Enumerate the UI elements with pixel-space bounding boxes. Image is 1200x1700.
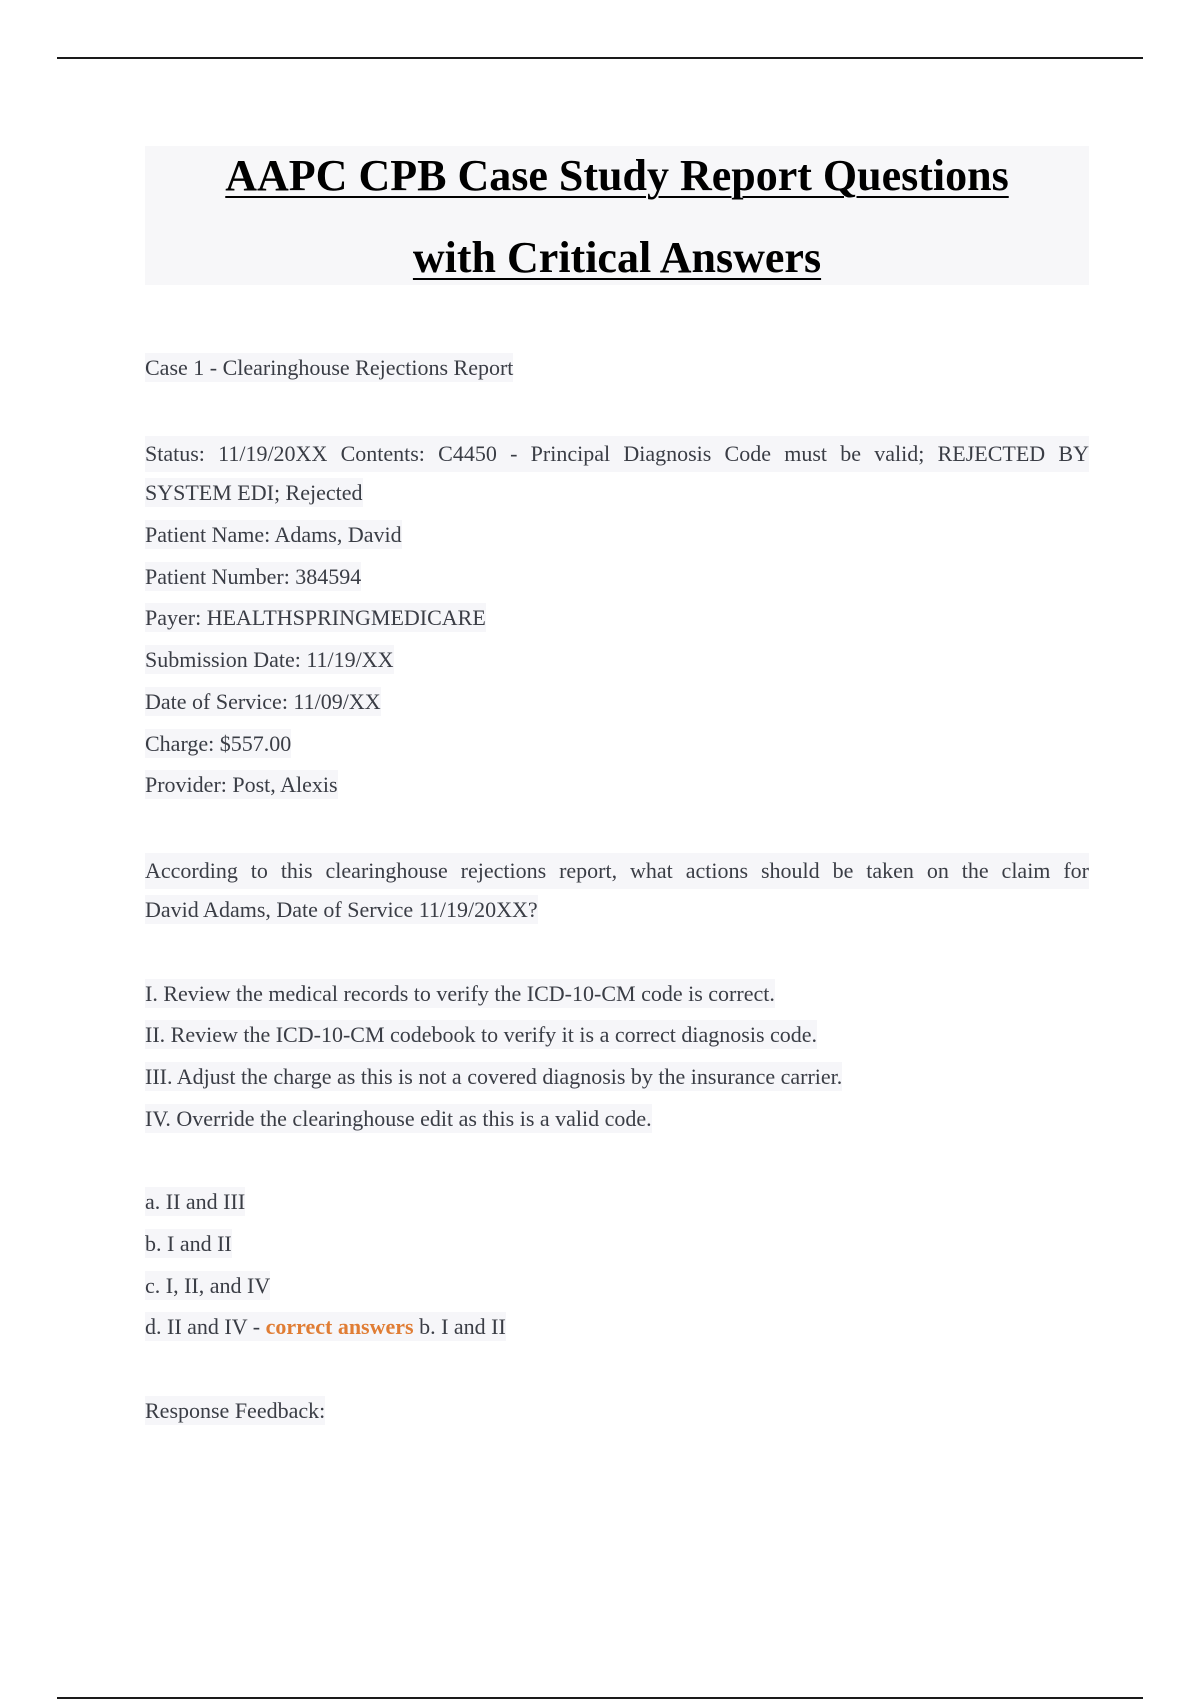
page-title-line-2 — [145, 233, 1089, 282]
date-of-service-text: Date of Service: 11/09/XX — [145, 689, 381, 714]
option-b-text: b. I and II — [145, 1231, 232, 1256]
patient-number — [145, 561, 361, 593]
provider — [145, 769, 338, 801]
status-line-1-text: Status: 11/19/20XX Contents: C4450 - Principal Diagnosis Code must be valid; REJECTED BY — [145, 436, 1089, 472]
status-line-2-text: SYSTEM EDI; Rejected — [145, 480, 363, 505]
statement-2-text: II. Review the ICD-10-CM codebook to verify it is a correct diagnosis code. — [145, 1022, 818, 1047]
bottom-rule — [57, 1697, 1143, 1699]
payer-text: Payer: HEALTHSPRINGMEDICARE — [145, 605, 486, 630]
case-heading-text: Case 1 - Clearinghouse Rejections Report — [145, 355, 514, 380]
submission-date — [145, 644, 394, 676]
option-a-text: a. II and III — [145, 1189, 246, 1214]
page-title-line-1 — [145, 151, 1089, 200]
title-block — [145, 146, 1089, 285]
status-line-1 — [145, 436, 1089, 472]
response-feedback — [145, 1395, 325, 1427]
statement-3 — [145, 1061, 842, 1093]
statement-1 — [145, 978, 775, 1010]
page-title-line-1-text: AAPC CPB Case Study Report Questions — [225, 151, 1009, 200]
response-feedback-label: Response Feedback: — [145, 1398, 326, 1423]
option-b — [145, 1228, 232, 1260]
option-a — [145, 1186, 245, 1218]
provider-text: Provider: Post, Alexis — [145, 772, 338, 797]
statement-1-text: I. Review the medical records to verify the ICD-10-CM code is correct. — [145, 981, 775, 1006]
option-d-text: d. II and IV - — [145, 1314, 266, 1339]
status-line-2 — [145, 477, 363, 509]
payer — [145, 602, 486, 634]
question-line-1-text: According to this clearinghouse rejections report, what actions should be taken on the claim for — [145, 853, 1089, 889]
question-line-2-text: David Adams, Date of Service 11/19/20XX? — [145, 897, 538, 922]
option-c-text: c. I, II, and IV — [145, 1273, 271, 1298]
submission-date-text: Submission Date: 11/19/XX — [145, 647, 394, 672]
top-rule — [57, 57, 1143, 59]
date-of-service — [145, 686, 381, 718]
option-d — [145, 1311, 506, 1343]
statement-3-text: III. Adjust the charge as this is not a covered diagnosis by the insurance carrier. — [145, 1064, 843, 1089]
statement-2 — [145, 1019, 817, 1051]
page-title-line-2-text: with Critical Answers — [412, 233, 822, 282]
charge-text: Charge: $557.00 — [145, 731, 292, 756]
correct-answer-value: b. I and II — [413, 1314, 506, 1339]
option-c — [145, 1270, 270, 1302]
question-line-1 — [145, 853, 1089, 889]
patient-name — [145, 519, 402, 551]
question-line-2 — [145, 894, 538, 926]
patient-name-text: Patient Name: Adams, David — [145, 522, 402, 547]
patient-number-text: Patient Number: 384594 — [145, 564, 362, 589]
statement-4-text: IV. Override the clearinghouse edit as this is a valid code. — [145, 1106, 652, 1131]
case-heading — [145, 352, 513, 384]
correct-answers-label: correct answers — [265, 1314, 414, 1339]
statement-4 — [145, 1103, 652, 1135]
charge — [145, 728, 291, 760]
